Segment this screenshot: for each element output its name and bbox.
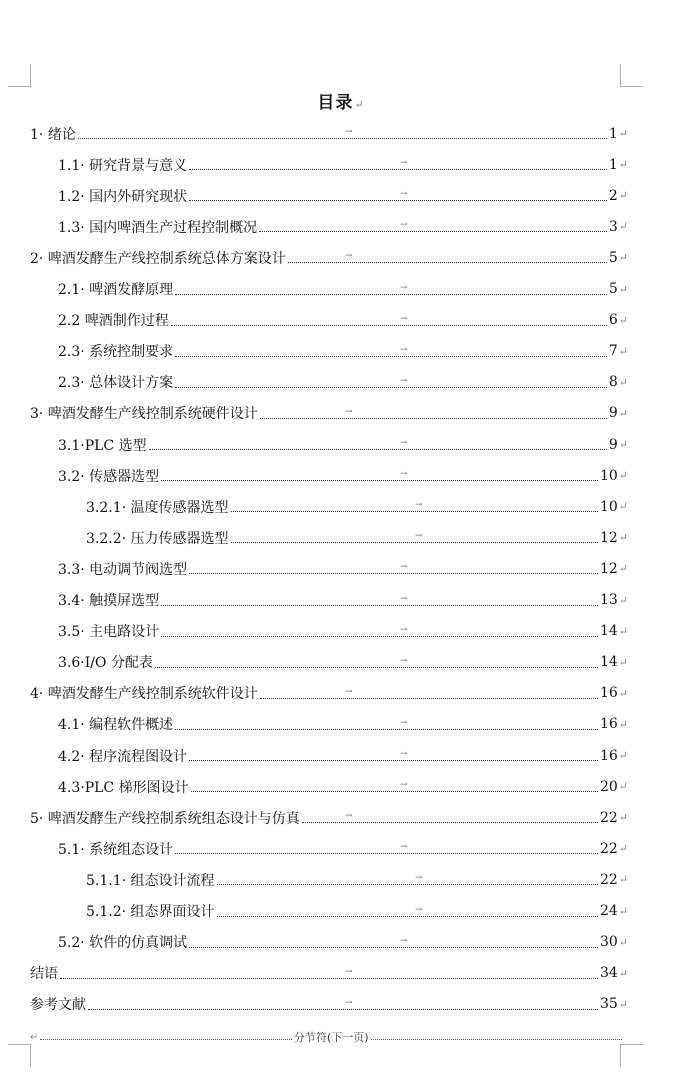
toc-entry-text: 3.5· 主电路设计 (58, 624, 160, 641)
dot-leader (171, 313, 607, 326)
toc-entry-text: 3.1·PLC 选型 (58, 437, 147, 454)
toc-entry[interactable] (58, 833, 628, 864)
paragraph-mark: ↵ (618, 251, 628, 265)
dot-leader (288, 251, 607, 263)
tab-mark: → (415, 531, 423, 542)
dot-leader (175, 842, 598, 854)
toc-entry-text: 4.1· 编程软件概述 (58, 717, 174, 734)
paragraph-mark: ↵ (618, 780, 628, 794)
toc-page-number: 16 (599, 747, 618, 764)
toc-page-number: 10 (599, 498, 618, 515)
toc-entry-text: 3.3· 电动调节阀选型 (58, 561, 188, 578)
dot-leader (60, 966, 598, 979)
paragraph-mark: ↵ (618, 406, 628, 420)
paragraph-mark: ↵ (618, 655, 628, 669)
toc-entry[interactable] (58, 740, 628, 771)
dot-leader (260, 686, 598, 699)
toc-page-number: 35 (599, 996, 618, 1013)
paragraph-mark: ↵ (618, 997, 628, 1011)
dot-leader (191, 780, 598, 792)
toc-page-number: 14 (599, 623, 618, 640)
dot-leader (175, 375, 607, 388)
toc-entry-text: 2.3· 总体设计方案 (58, 375, 174, 392)
dot-leader (161, 469, 598, 481)
toc-page-number: 16 (599, 685, 618, 702)
toc-entry[interactable] (30, 242, 628, 273)
dot-leader (175, 344, 607, 357)
dot-leader (189, 189, 607, 201)
toc-entry-text: 5.1· 系统组态设计 (58, 841, 174, 858)
toc-page-number: 14 (599, 654, 618, 671)
toc-page-number: 6 (608, 312, 618, 329)
dot-leader (189, 935, 598, 948)
page-corner-mark (8, 1044, 31, 1067)
paragraph-mark: ↵ (618, 438, 628, 451)
toc-entry-text: 5.1.1· 组态设计流程 (86, 872, 215, 889)
toc-entry-text: 参考文献 (30, 997, 86, 1014)
tab-mark: → (345, 686, 353, 697)
paragraph-mark: ↵ (618, 375, 628, 389)
dot-leader (231, 500, 598, 512)
toc-entry[interactable] (58, 553, 628, 584)
toc-entry[interactable] (86, 896, 628, 927)
toc-entry-text: 3.4· 触摸屏选型 (58, 593, 160, 609)
toc-page-number: 22 (599, 840, 618, 857)
toc-entry-text: 4· 啤酒发酵生产线控制系统软件设计 (30, 686, 258, 703)
paragraph-mark: ↵ (618, 500, 628, 514)
section-break-label: 分节符(下一页) (293, 1031, 369, 1044)
tab-mark: → (345, 997, 353, 1008)
toc-entry-text: 4.3·PLC 梯形图设计 (58, 779, 189, 796)
paragraph-mark: ↵ (618, 189, 628, 203)
tab-mark: → (400, 749, 408, 759)
toc-page-number: 12 (599, 529, 618, 546)
toc-entry[interactable] (58, 336, 628, 367)
page-corner-mark (620, 1044, 643, 1067)
dot-leader (231, 531, 598, 543)
dot-leader (161, 624, 598, 637)
paragraph-mark: ↵ (618, 127, 628, 140)
tab-mark: → (345, 811, 353, 822)
toc-entry[interactable] (58, 647, 628, 678)
toc-entry-text: 3.2.2· 压力传感器选型 (86, 530, 229, 547)
dot-leader (302, 811, 598, 823)
toc-page-number: 20 (599, 778, 618, 795)
toc-entry[interactable] (58, 274, 628, 305)
toc-entry[interactable] (58, 616, 628, 647)
section-break-line (371, 1039, 623, 1040)
section-break (30, 1027, 622, 1047)
dot-leader (88, 997, 598, 1010)
tab-mark: → (400, 313, 408, 324)
toc-page-number: 5 (608, 281, 618, 297)
paragraph-mark: ↵ (618, 624, 628, 638)
paragraph-mark: ↵ (618, 344, 628, 358)
toc-entry[interactable] (58, 367, 628, 398)
tab-mark: → (400, 375, 408, 386)
toc-entry-text: 1.1· 研究背景与意义 (58, 157, 188, 174)
toc-entry-text: 5· 啤酒发酵生产线控制系统组态设计与仿真 (30, 810, 300, 827)
toc-page-number: 1 (608, 156, 618, 173)
toc-page-number: 13 (599, 592, 618, 608)
tab-mark: → (400, 562, 408, 573)
toc-entry-text: 3.2.1· 温度传感器选型 (86, 499, 229, 516)
paragraph-mark: ↵ (618, 282, 628, 296)
paragraph-mark: ↵ (618, 935, 628, 949)
toc-entry-text: 2.1· 啤酒发酵原理 (58, 282, 174, 298)
toc-entry-text: 3· 啤酒发酵生产线控制系统硬件设计 (30, 406, 258, 423)
tab-mark: → (415, 873, 423, 884)
tab-mark: → (400, 780, 408, 791)
toc-entry-text: 1· 绪论 (30, 126, 76, 143)
tab-mark: → (400, 189, 408, 200)
toc-entry-text: 3.2· 传感器选型 (58, 468, 160, 485)
toc-page-number: 9 (608, 436, 618, 453)
dot-leader (217, 904, 598, 917)
toc-page-number: 22 (599, 871, 618, 888)
toc-page-number: 30 (599, 934, 618, 951)
toc-entry-text: 1.3· 国内啤酒生产过程控制概况 (58, 219, 258, 236)
tab-mark: → (400, 344, 408, 355)
tab-mark: → (400, 158, 408, 169)
paragraph-mark: ↵ (618, 686, 628, 700)
dot-leader (217, 873, 598, 885)
toc-title[interactable] (0, 88, 682, 113)
toc-entry[interactable] (58, 927, 628, 958)
toc-page-number: 8 (608, 374, 618, 391)
toc-entry-text: 1.2· 国内外研究现状 (58, 188, 188, 205)
toc-page-number: 9 (608, 405, 618, 422)
dot-leader (155, 655, 598, 668)
toc-entry[interactable] (58, 149, 628, 180)
toc-entry[interactable] (58, 429, 628, 460)
toc-entry-text: 2· 啤酒发酵生产线控制系统总体方案设计 (30, 250, 286, 267)
dot-leader (175, 717, 598, 730)
toc-page-number: 12 (599, 560, 618, 577)
tab-mark: → (400, 469, 408, 480)
toc-entry[interactable] (58, 585, 628, 616)
tab-mark: → (400, 624, 408, 635)
toc-entry[interactable] (86, 522, 628, 553)
toc-entry[interactable] (30, 118, 628, 149)
tab-mark: → (400, 717, 408, 728)
toc-entry-text: 2.3· 系统控制要求 (58, 344, 174, 361)
paragraph-mark: ↵ (618, 313, 628, 327)
toc-entry[interactable] (86, 491, 628, 522)
toc-entry-text: 5.1.2· 组态界面设计 (86, 904, 215, 920)
section-break-line (40, 1039, 292, 1040)
dot-leader (189, 562, 598, 574)
dot-leader (149, 438, 607, 450)
paragraph-mark: ↵ (618, 904, 628, 918)
dot-leader (260, 406, 607, 419)
dot-leader (78, 127, 607, 139)
tab-mark: → (345, 251, 353, 262)
paragraph-mark: ↵ (618, 811, 628, 825)
toc-entry-text: 结语 (30, 966, 58, 983)
toc-entry-text: 5.2· 软件的仿真调试 (58, 935, 188, 952)
tab-mark: → (345, 127, 353, 137)
dot-leader (189, 158, 607, 170)
paragraph-mark: ↵ (618, 469, 628, 483)
paragraph-mark: ↵ (618, 873, 628, 887)
toc-page-number: 3 (608, 218, 618, 235)
paragraph-mark: ↵ (618, 562, 628, 576)
tab-mark: → (400, 842, 408, 853)
tab-mark: → (400, 438, 408, 448)
toc-page-number: 24 (599, 903, 618, 919)
toc-title-text: 目录 (317, 93, 354, 113)
toc-page-number: 16 (599, 716, 618, 733)
toc-entry[interactable] (30, 678, 628, 709)
paragraph-mark: ↵ (354, 98, 365, 111)
toc-page-number: 7 (608, 343, 618, 360)
toc-entry[interactable] (30, 989, 628, 1020)
toc-entry[interactable] (58, 709, 628, 740)
paragraph-mark: ↵ (618, 842, 628, 856)
paragraph-mark: ↵ (618, 717, 628, 731)
page-corner-mark (620, 64, 643, 87)
toc-entry[interactable] (30, 398, 628, 429)
paragraph-mark: ↵ (618, 749, 628, 762)
toc-entry[interactable] (58, 180, 628, 211)
tab-mark: → (415, 500, 423, 511)
toc-page-number: 1 (608, 125, 618, 142)
toc-entry[interactable] (58, 211, 628, 242)
toc-entry-text: 4.2· 程序流程图设计 (58, 748, 188, 765)
toc-page-number: 34 (599, 965, 618, 982)
tab-mark: → (400, 220, 408, 231)
toc-entry[interactable] (58, 305, 628, 336)
tab-mark: → (415, 904, 423, 915)
toc-page-number: 10 (599, 467, 618, 484)
tab-mark: → (400, 655, 408, 666)
toc-entry[interactable] (30, 802, 628, 833)
toc-page-number: 5 (608, 249, 618, 266)
toc-entry[interactable] (58, 460, 628, 491)
toc-page-number: 22 (599, 809, 618, 826)
toc-entry[interactable] (58, 771, 628, 802)
page-corner-mark (8, 64, 31, 87)
paragraph-mark: ↵ (30, 1031, 39, 1043)
paragraph-mark: ↵ (618, 593, 628, 607)
tab-mark: → (400, 282, 408, 293)
toc-entry-text: 3.6·I/O 分配表 (58, 655, 153, 672)
toc-page-number: 2 (608, 187, 618, 204)
dot-leader (259, 220, 607, 232)
dot-leader (161, 593, 598, 606)
toc-entry-text: 2.2 啤酒制作过程 (58, 313, 169, 330)
paragraph-mark: ↵ (618, 220, 628, 234)
paragraph-mark: ↵ (618, 531, 628, 545)
toc-entry[interactable] (86, 864, 628, 895)
tab-mark: → (400, 593, 408, 604)
tab-mark: → (345, 406, 353, 417)
tab-mark: → (345, 966, 353, 977)
tab-mark: → (400, 935, 408, 946)
dot-leader (189, 749, 598, 761)
toc-entry[interactable] (30, 958, 628, 989)
paragraph-mark: ↵ (618, 158, 628, 172)
dot-leader (175, 282, 607, 295)
paragraph-mark: ↵ (618, 966, 628, 980)
